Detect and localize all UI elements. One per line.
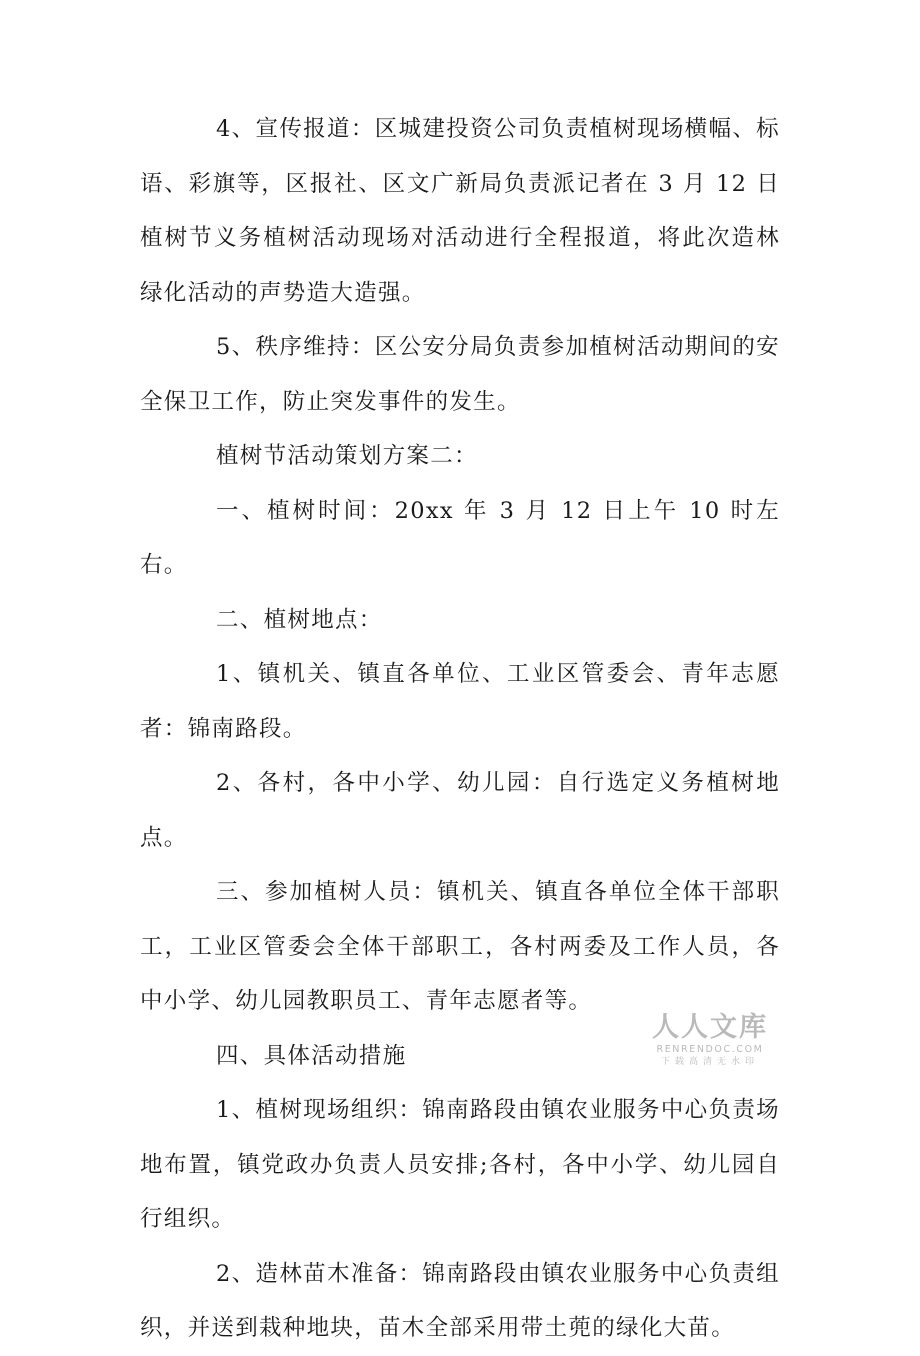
document-body [140,102,780,1356]
paragraph-seedling-preparation: 2、造林苗木准备：锦南路段由镇农业服务中心负责组织，并送到栽种地块，苗木全部采用带土蔸的绿化大苗。 [140,1260,780,1341]
paragraph-planting-time: 一、植树时间：20xx 年 3 月 12 日上午 10 时左右。 [140,497,780,578]
section-heading-plan-two: 植树节活动策划方案二： [216,443,478,469]
paragraph-participants: 三、参加植树人员：镇机关、镇直各单位全体干部职工，工业区管委会全体干部职工，各村两委及工作人员，各中小学、幼儿园教职员工、青年志愿者等。 [140,879,780,1014]
paragraph-measures-heading: 四、具体活动措施 [216,1042,407,1069]
watermark-logo [648,1012,772,1068]
watermark-title: 人人文库 [652,1012,768,1043]
paragraph-location-two: 2、各村，各中小学、幼儿园：自行选定义务植树地点。 [140,770,780,851]
watermark-tagline: 下载高清无水印 [660,1057,759,1067]
paragraph-location-one: 1、镇机关、镇直各单位、工业区管委会、青年志愿者：锦南路段。 [140,661,780,742]
watermark-domain: RENRENDOC.COM [656,1044,764,1055]
paragraph-order-maintenance: 5、秩序维持：区公安分局负责参加植树活动期间的安全保卫工作，防止突发事件的发生。 [140,334,780,415]
paragraph-publicity: 4、宣传报道：区城建投资公司负责植树现场横幅、标语、彩旗等，区报社、区文广新局负责派记者在 3 月 12 日植树节义务植树活动现场对活动进行全程报道，将此次造林绿化活动的声势造大造强。 [140,116,780,306]
paragraph-site-organization: 1、植树现场组织：锦南路段由镇农业服务中心负责场地布置，镇党政办负责人员安排;各村，各中小学、幼儿园自行组织。 [140,1097,780,1232]
paragraph-planting-location: 二、植树地点： [216,606,383,633]
